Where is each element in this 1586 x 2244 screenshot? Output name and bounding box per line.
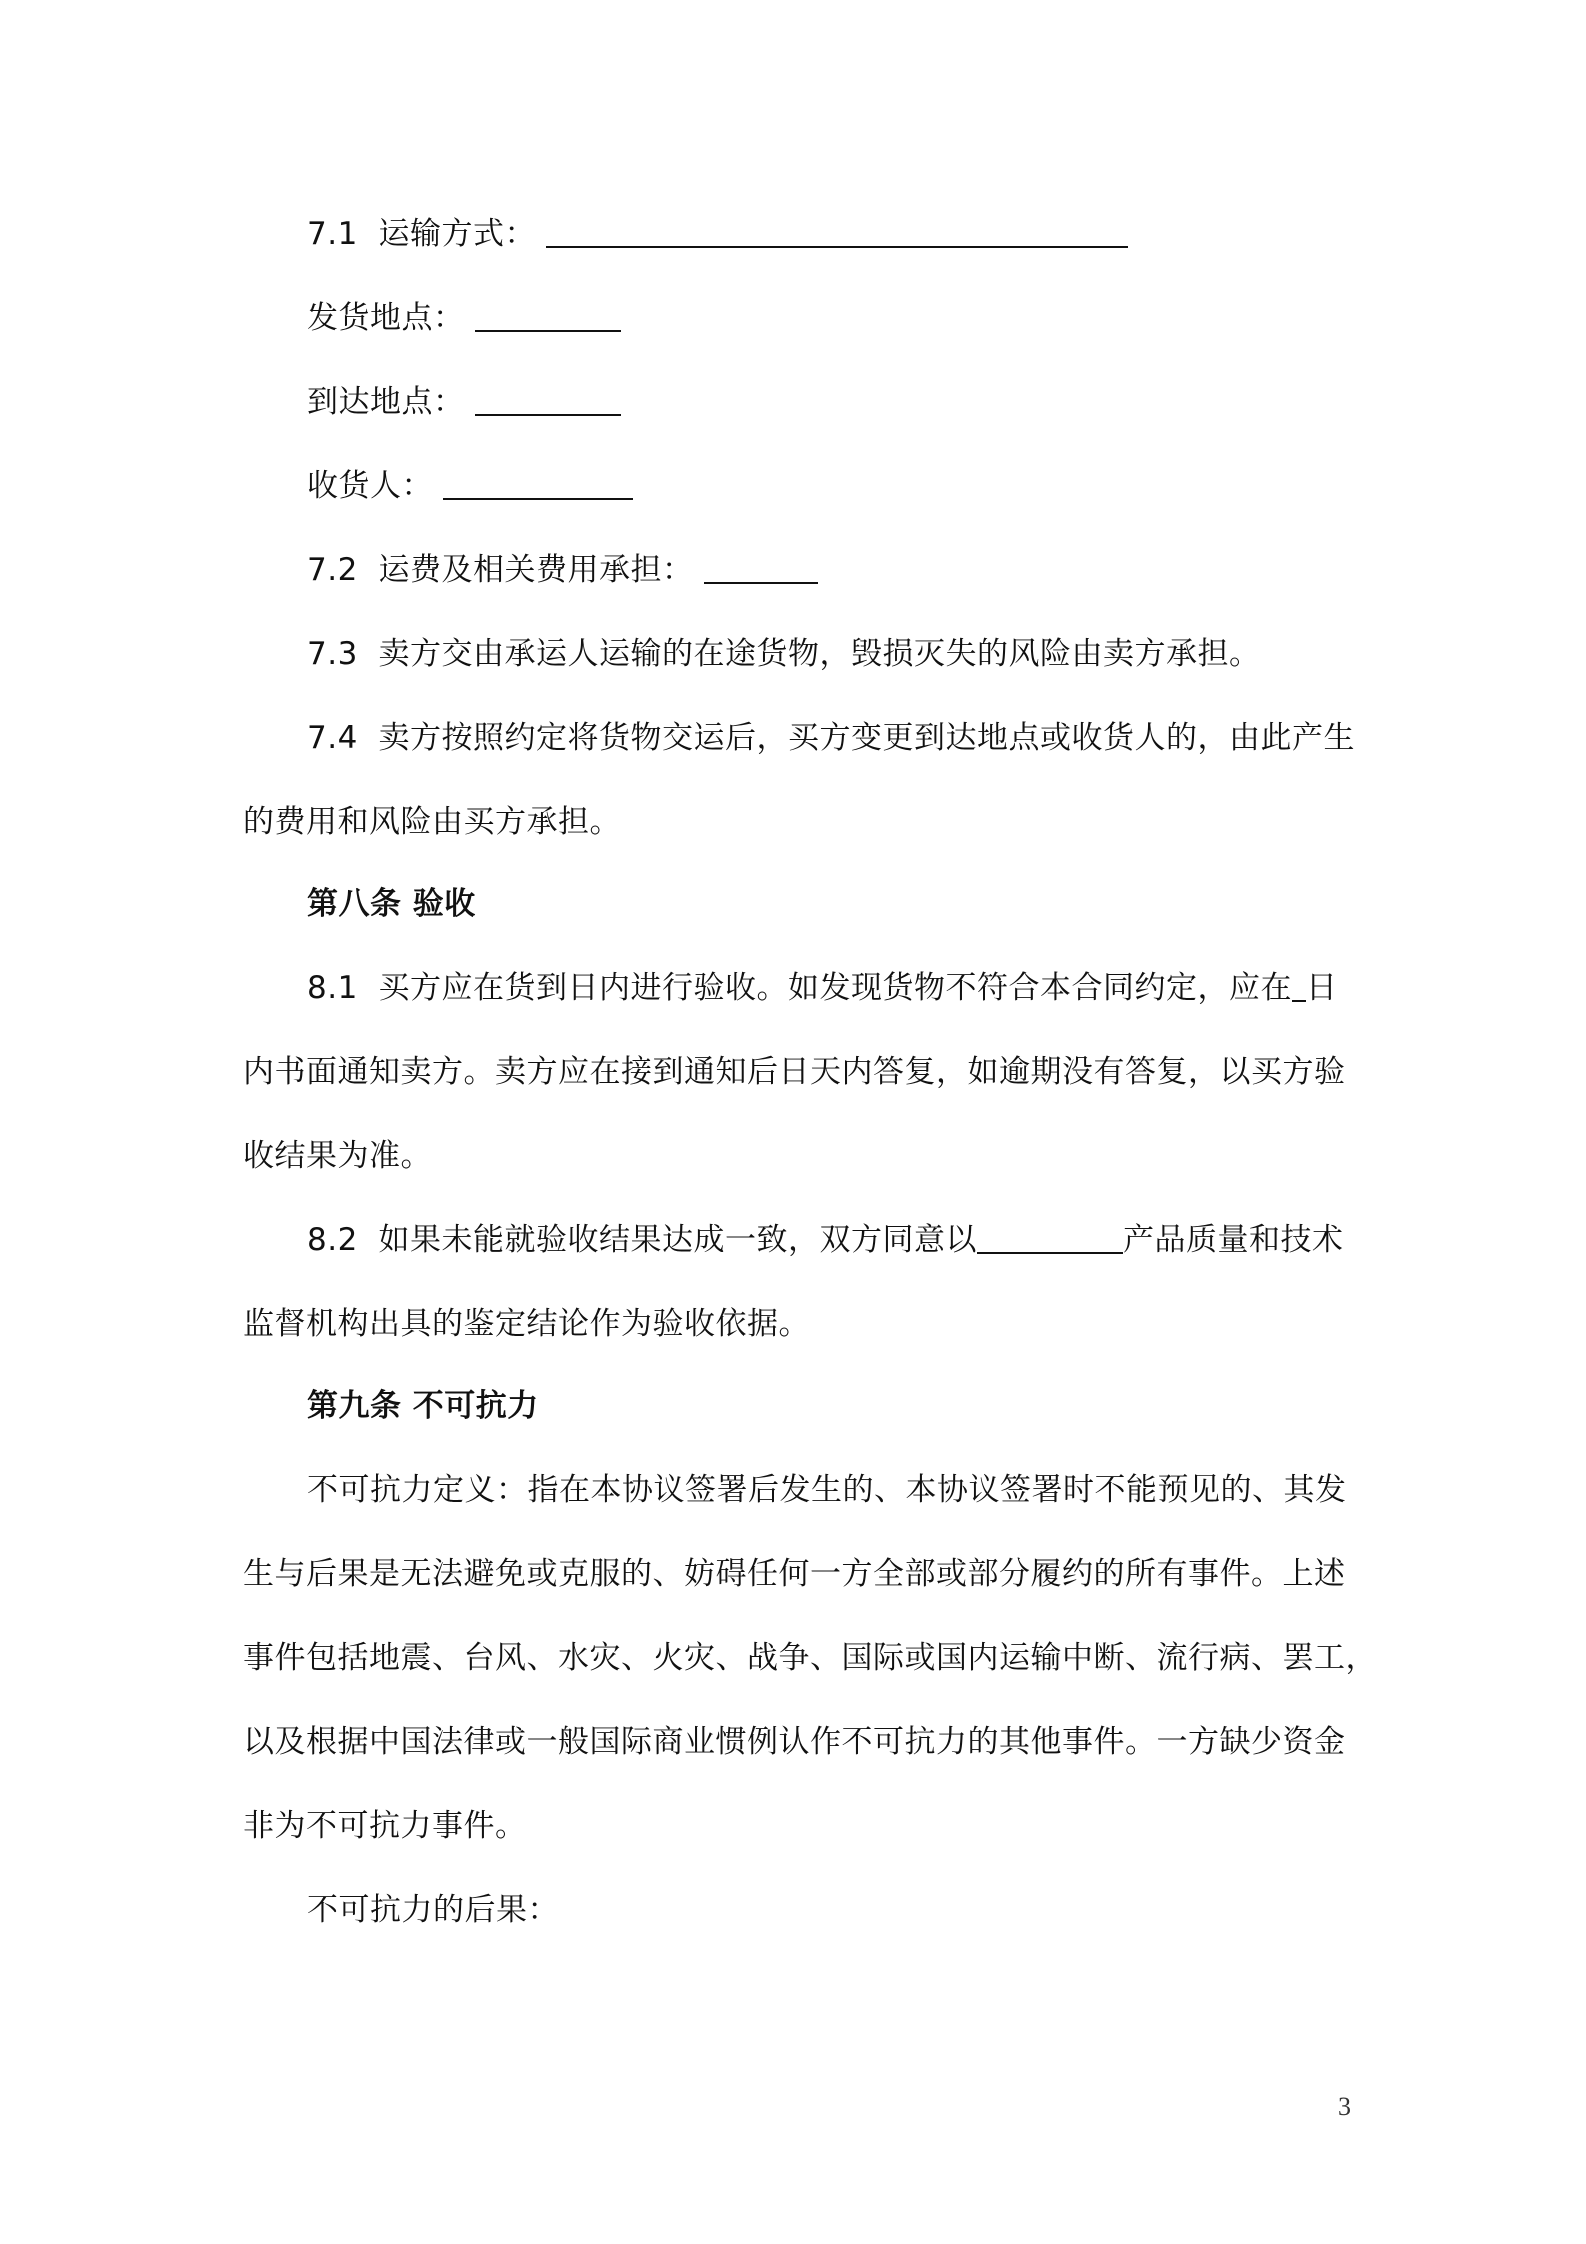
clause-label: 运费及相关费用承担： bbox=[378, 552, 694, 588]
freight-bearer-blank[interactable] bbox=[704, 552, 818, 584]
force-majeure-consequences-label: 不可抗力的后果： bbox=[307, 1892, 559, 1928]
ship-from-line bbox=[307, 298, 621, 338]
clause-7-1 bbox=[307, 214, 1128, 254]
clause-8-1-line-2 bbox=[243, 1052, 1346, 1092]
clause-7-4-line-1 bbox=[307, 718, 1355, 758]
ship-from-label: 发货地点： bbox=[307, 300, 465, 336]
clause-text: 卖方交由承运人运输的在途货物，毁损灭失的风险由卖方承担。 bbox=[378, 636, 1261, 672]
consignee-blank[interactable] bbox=[443, 468, 633, 500]
arrive-at-blank[interactable] bbox=[475, 384, 621, 416]
force-majeure-definition-line-2: 生与后果是无法避免或克服的、妨碍任何一方全部或部分履约的所有事件。上述 bbox=[243, 1556, 1346, 1592]
ship-from-blank[interactable] bbox=[475, 300, 621, 332]
clause-number: 7.2 bbox=[307, 552, 358, 588]
clause-text: 产品质量和技术 bbox=[1123, 1222, 1344, 1258]
arrive-at-line bbox=[307, 382, 621, 422]
clause-label: 运输方式： bbox=[378, 216, 537, 252]
clause-number: 8.1 bbox=[307, 970, 358, 1006]
force-majeure-definition-line-5: 非为不可抗力事件。 bbox=[243, 1808, 527, 1844]
force-majeure-definition-line-4: 以及根据中国法律或一般国际商业惯例认作不可抗力的其他事件。一方缺少资金 bbox=[243, 1724, 1346, 1760]
clause-7-3 bbox=[307, 634, 1261, 674]
section-8-heading: 第八条 验收 bbox=[307, 886, 476, 922]
consignee-label: 收货人： bbox=[307, 468, 433, 504]
page-number: 3 bbox=[1338, 2092, 1351, 2121]
arrive-at-label: 到达地点： bbox=[307, 384, 465, 420]
clause-8-1-line-3 bbox=[243, 1136, 432, 1176]
clause-text: 卖方按照约定将货物交运后，买方变更到达地点或收货人的，由此产生 bbox=[378, 720, 1356, 756]
clause-7-4-line-2 bbox=[243, 802, 621, 842]
clause-text: 如果未能就验收结果达成一致，双方同意以 bbox=[378, 1222, 978, 1258]
clause-text: 内书面通知卖方。卖方应在接到通知后日天内答复，如逾期没有答复，以买方验 bbox=[243, 1054, 1346, 1090]
force-majeure-definition-line-3: 事件包括地震、台风、水灾、火灾、战争、国际或国内运输中断、流行病、罢工， bbox=[243, 1640, 1377, 1676]
clause-8-2-line-1 bbox=[307, 1220, 1344, 1260]
clause-text: 买方应在货到日内进行验收。如发现货物不符合本合同约定，应在 bbox=[378, 970, 1293, 1006]
clause-8-1-line-1 bbox=[307, 968, 1338, 1008]
inspection-agency-blank[interactable] bbox=[977, 1222, 1123, 1254]
force-majeure-definition-line-1: 不可抗力定义：指在本协议签署后发生的、本协议签署时不能预见的、其发 bbox=[307, 1472, 1347, 1508]
section-9-heading: 第九条 不可抗力 bbox=[307, 1388, 539, 1424]
transport-method-blank[interactable] bbox=[546, 216, 1128, 248]
clause-text: 的费用和风险由买方承担。 bbox=[243, 804, 621, 840]
clause-8-2-line-2 bbox=[243, 1304, 810, 1344]
clause-number: 7.3 bbox=[307, 636, 358, 672]
clause-number: 7.1 bbox=[307, 216, 358, 252]
clause-7-2 bbox=[307, 550, 818, 590]
clause-text: 日 bbox=[1306, 970, 1338, 1006]
clause-number: 7.4 bbox=[307, 720, 358, 756]
clause-text: 收结果为准。 bbox=[243, 1138, 432, 1174]
consignee-line bbox=[307, 466, 633, 506]
clause-number: 8.2 bbox=[307, 1222, 358, 1258]
notice-days-blank[interactable] bbox=[1292, 970, 1306, 1002]
clause-text: 监督机构出具的鉴定结论作为验收依据。 bbox=[243, 1306, 810, 1342]
